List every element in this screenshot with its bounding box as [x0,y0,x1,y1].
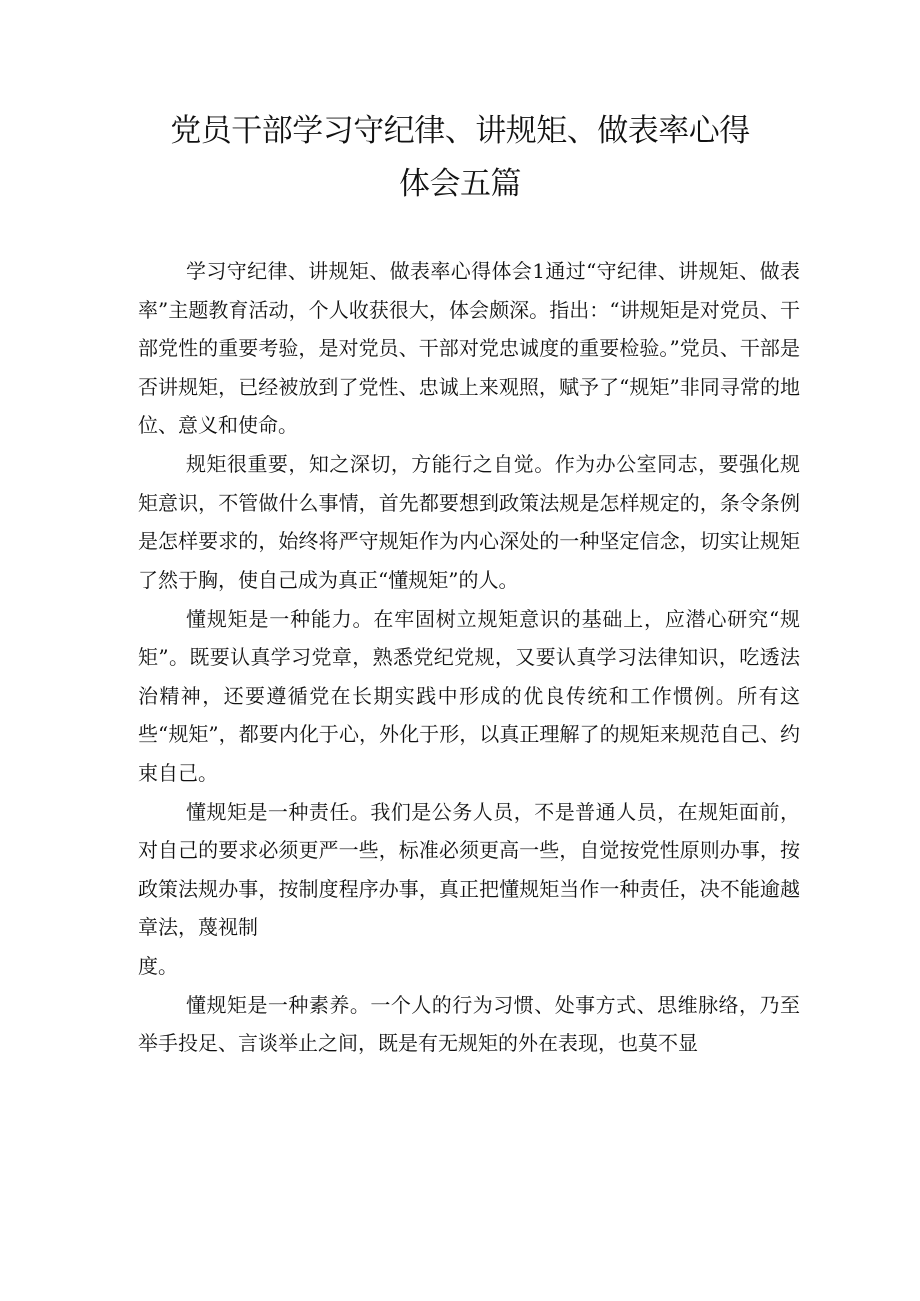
document-title-line-1: 党员干部学习守纪律、讲规矩、做表率心得 [170,113,750,149]
paragraph-3: 懂规矩是一种能力。在牢固树立规矩意识的基础上，应潜心研究“规矩”。既要认真学习党章，熟悉党纪党规，又要认真学习法律知识，吃透法治精神，还要遵循党在长期实践中形成的优良传统和工作惯例。所有这些“规矩”，都要内化于心，外化于形，以真正理解了的规矩来规范自己、约束自己。 [138,606,800,785]
document-title-line-2: 体会五篇 [399,166,521,202]
paragraph-4: 懂规矩是一种责任。我们是公务人员，不是普通人员，在规矩面前，对自己的要求必须更严一些，标准必须更高一些，自觉按党性原则办事，按政策法规办事，按制度程序办事，真正把懂规矩当作一种责任，决不能逾越章法，蔑视制 [138,799,800,939]
paragraph-1: 学习守纪律、讲规矩、做表率心得体会1通过“守纪律、讲规矩、做表率”主题教育活动，个人收获很大，体会颇深。指出：“讲规矩是对党员、干部党性的重要考验，是对党员、干部对党忠诚度的重要检验。”党员、干部是否讲规矩，已经被放到了党性、忠诚上来观照，赋予了“规矩”非同寻常的地位、意义和使命。 [138,259,800,437]
paragraph-5: 懂规矩是一种素养。一个人的行为习惯、处事方式、思维脉络，乃至举手投足、言谈举止之间，既是有无规矩的外在表现，也莫不显 [138,992,800,1055]
paragraph-4-tail: 度。 [138,954,178,978]
paragraph-2: 规矩很重要，知之深切，方能行之自觉。作为办公室同志，要强化规矩意识，不管做什么事情，首先都要想到政策法规是怎样规定的，条令条例是怎样要求的，始终将严守规矩作为内心深处的一种坚定信念，切实让规矩了然于胸，使自己成为真正“懂规矩”的人。 [138,452,800,592]
document-body [138,252,800,1063]
